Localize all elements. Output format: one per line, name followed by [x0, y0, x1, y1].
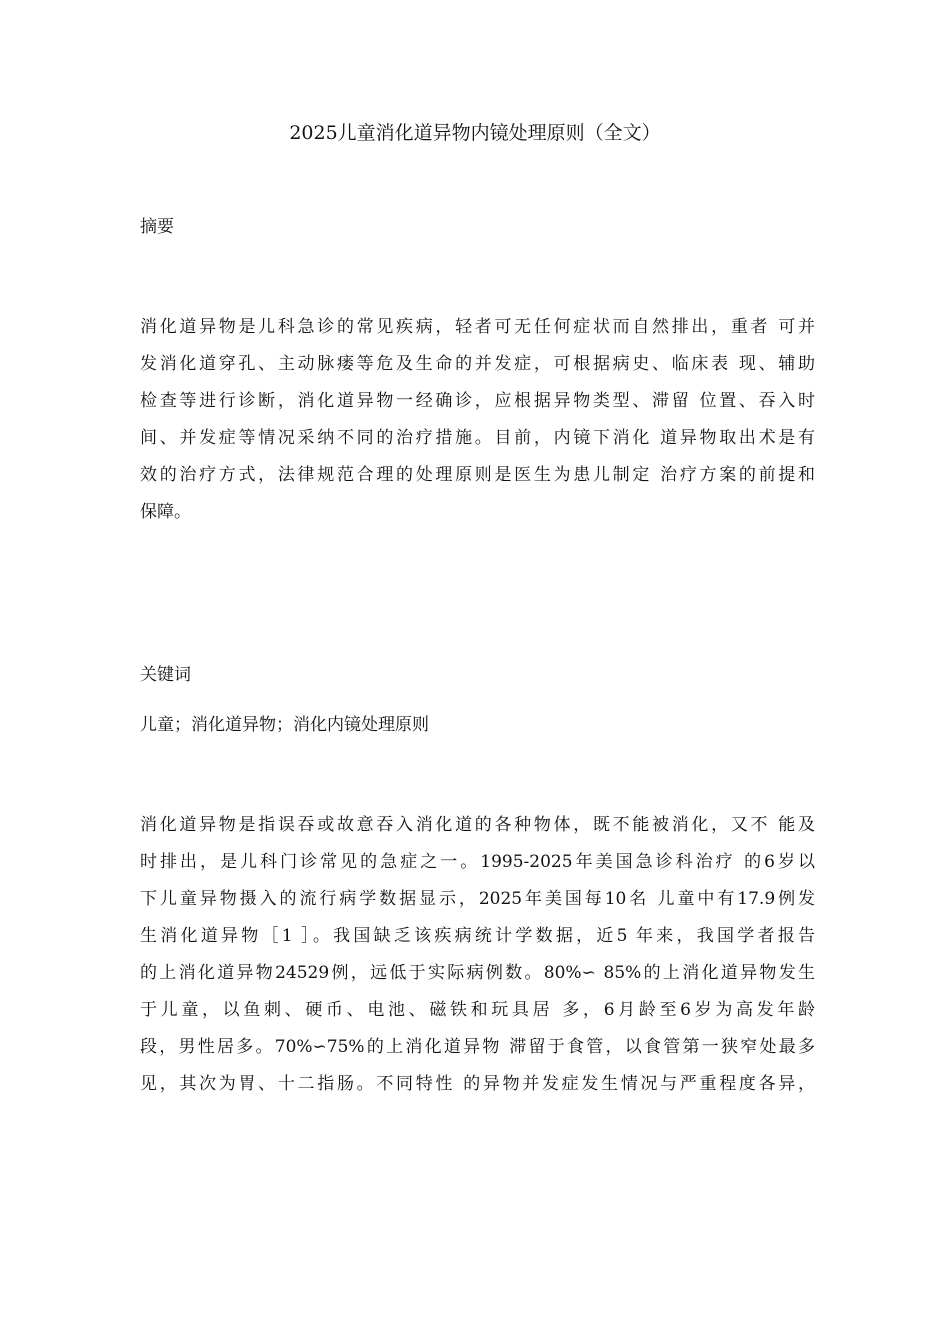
body-line: 消化道异物是指误吞或故意吞入消化道的各种物体，既不能被消化，又不 能及: [140, 815, 815, 835]
abstract-line: 保障。: [140, 502, 191, 522]
body-line: 于儿童，以鱼刺、硬币、电池、磁铁和玩具居 多，6月龄至6岁为高发年龄: [140, 1000, 815, 1020]
abstract-heading: 摘要: [140, 217, 174, 237]
body-paragraph: [140, 807, 815, 1103]
document-title: 2025儿童消化道异物内镜处理原则（全文）: [289, 122, 661, 144]
body-line: 的上消化道异物24529例，远低于实际病例数。80%∽ 85%的上消化道异物发生: [140, 963, 815, 983]
body-line: 时排出，是儿科门诊常见的急症之一。1995-2025年美国急诊科治疗 的6岁以: [140, 852, 815, 872]
abstract-paragraph: [140, 309, 815, 531]
body-line: 生消化道异物［1 ］。我国缺乏该疾病统计学数据，近5 年来，我国学者报告: [140, 926, 815, 946]
keywords-text: 儿童；消化道异物；消化内镜处理原则: [140, 715, 429, 735]
abstract-line: 间、并发症等情况采纳不同的治疗措施。目前，内镜下消化 道异物取出术是有: [140, 428, 815, 448]
abstract-line: 发消化道穿孔、主动脉瘘等危及生命的并发症，可根据病史、临床表 现、辅助: [140, 354, 815, 374]
abstract-line: 检查等进行诊断，消化道异物一经确诊，应根据异物类型、滞留 位置、吞入时: [140, 391, 815, 411]
keywords-heading: 关键词: [140, 665, 191, 685]
body-line: 段，男性居多。70%∽75%的上消化道异物 滞留于食管，以食管第一狭窄处最多: [140, 1037, 815, 1057]
abstract-line: 效的治疗方式，法律规范合理的处理原则是医生为患儿制定 治疗方案的前提和: [140, 465, 815, 485]
body-line: 下儿童异物摄入的流行病学数据显示，2025年美国每10名 儿童中有17.9例发: [140, 889, 815, 909]
body-line: 见，其次为胃、十二指肠。不同特性 的异物并发症发生情况与严重程度各异，: [140, 1074, 815, 1094]
abstract-line: 消化道异物是儿科急诊的常见疾病，轻者可无任何症状而自然排出，重者 可并: [140, 317, 815, 337]
